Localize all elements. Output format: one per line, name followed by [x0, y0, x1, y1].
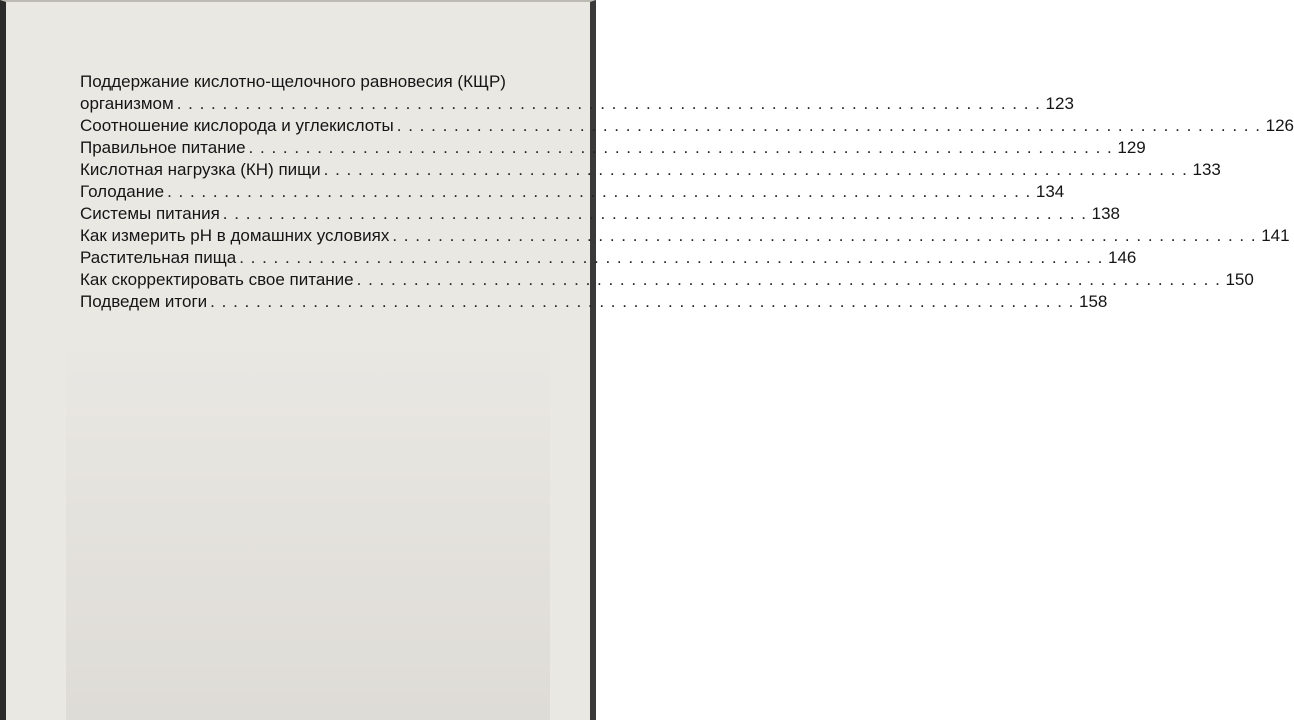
dot-leader: . . . . . . . . . . . . . . . . . . . . . . . . . . . . . . . . . . . . . . . . . . . . . . . . . . . . . . . . . . . . . . . . . . . . . . . . . . . . — [222, 204, 1087, 223]
toc-entry-page: 141 — [1261, 226, 1290, 245]
toc-entry — [80, 181, 1065, 203]
bleed-through-shading — [66, 332, 550, 720]
toc-entry-title: Системы питания — [80, 204, 220, 223]
dot-leader: . . . . . . . . . . . . . . . . . . . . . . . . . . . . . . . . . . . . . . . . . . . . . . . . . . . . . . . . . . . . . . . . . . . . . . . . . . . . — [248, 138, 1113, 157]
toc-entry-page: 133 — [1192, 160, 1221, 179]
dot-leader: . . . . . . . . . . . . . . . . . . . . . . . . . . . . . . . . . . . . . . . . . . . . . . . . . . . . . . . . . . . . . . . . . . . . . . . . . . . . — [239, 248, 1104, 267]
dot-leader: . . . . . . . . . . . . . . . . . . . . . . . . . . . . . . . . . . . . . . . . . . . . . . . . . . . . . . . . . . . . . . . . . . . . . . . . . . . . — [323, 160, 1188, 179]
toc-entry-title: Голодание — [80, 182, 165, 201]
toc-entry-title: Подведем итоги — [80, 292, 208, 311]
toc-entry-page: 158 — [1079, 292, 1108, 311]
dot-leader: . . . . . . . . . . . . . . . . . . . . . . . . . . . . . . . . . . . . . . . . . . . . . . . . . . . . . . . . . . . . . . . . . . . . . . . . . . . . — [176, 94, 1041, 113]
toc-entry-page: 134 — [1035, 182, 1065, 201]
toc-entry-title: Правильное питание — [80, 138, 246, 157]
toc-entry — [80, 115, 1294, 137]
dot-leader: . . . . . . . . . . . . . . . . . . . . . . . . . . . . . . . . . . . . . . . . . . . . . . . . . . . . . . . . . . . . . . . . . . . . . . . . . . . . — [396, 116, 1261, 135]
dot-leader: . . . . . . . . . . . . . . . . . . . . . . . . . . . . . . . . . . . . . . . . . . . . . . . . . . . . . . . . . . . . . . . . . . . . . . . . . . . . — [356, 270, 1221, 289]
toc-entry-title: Соотношение кислорода и углекислоты — [80, 116, 394, 135]
dot-leader: . . . . . . . . . . . . . . . . . . . . . . . . . . . . . . . . . . . . . . . . . . . . . . . . . . . . . . . . . . . . . . . . . . . . . . . . . . . . — [392, 226, 1257, 245]
toc-entry — [80, 137, 1146, 159]
toc-entry-page: 150 — [1225, 270, 1254, 289]
toc-entry — [80, 247, 1137, 269]
toc-entry-title: Как измерить pH в домашних условиях — [80, 226, 390, 245]
table-of-contents — [80, 71, 1294, 313]
toc-entry — [80, 203, 1120, 225]
toc-entry-page: 129 — [1117, 138, 1146, 157]
toc-entry-title: Как скорректировать свое питание — [80, 270, 354, 289]
toc-entry-line: Поддержание кислотно-щелочного равновесия (КЩР) — [80, 72, 506, 91]
toc-entry-title: организмом — [80, 94, 174, 113]
toc-entry-title: Кислотная нагрузка (КН) пищи — [80, 160, 321, 179]
toc-entry-page: 123 — [1045, 94, 1074, 113]
toc-entry — [80, 269, 1254, 291]
dot-leader: . . . . . . . . . . . . . . . . . . . . . . . . . . . . . . . . . . . . . . . . . . . . . . . . . . . . . . . . . . . . . . . . . . . . . . . . . . . . — [167, 182, 1032, 201]
dot-leader: . . . . . . . . . . . . . . . . . . . . . . . . . . . . . . . . . . . . . . . . . . . . . . . . . . . . . . . . . . . . . . . . . . . . . . . . . . . . — [210, 292, 1075, 311]
toc-entry-title: Растительная пища — [80, 248, 237, 267]
toc-entry-page: 138 — [1091, 204, 1120, 223]
toc-entry — [80, 93, 1074, 115]
toc-entry — [80, 291, 1108, 313]
toc-entry — [80, 225, 1290, 247]
toc-entry-page: 146 — [1108, 248, 1137, 267]
toc-entry — [80, 159, 1221, 181]
toc-entry-page: 126 — [1265, 116, 1294, 135]
